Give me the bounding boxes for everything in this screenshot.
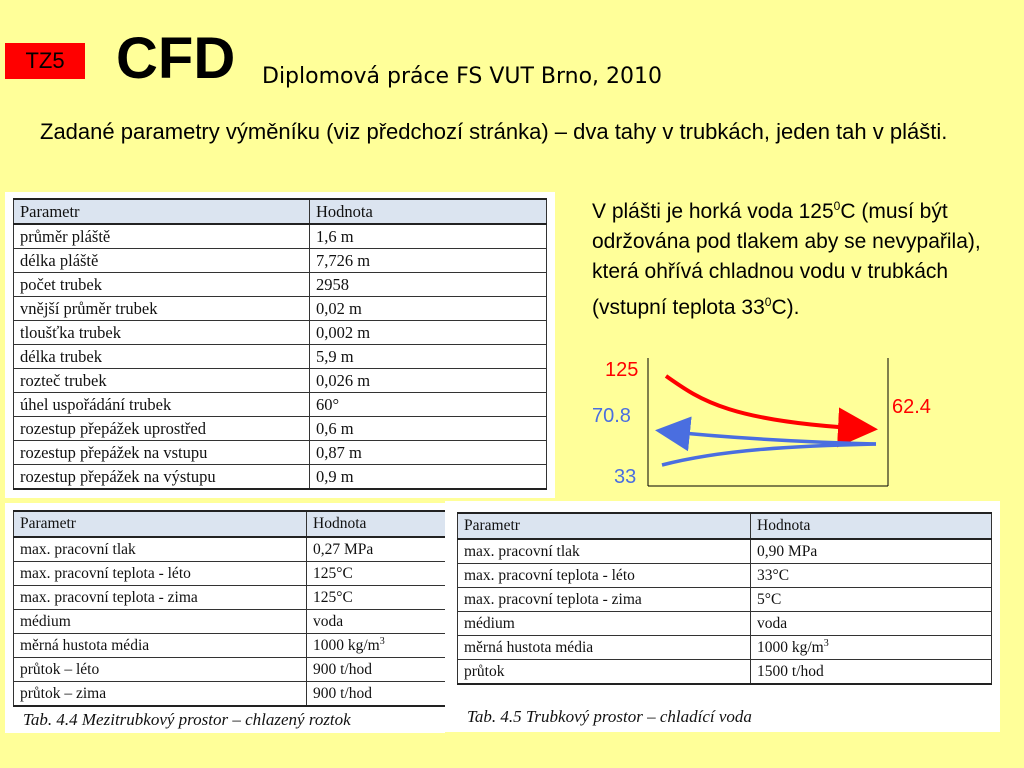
cell-value: 125°C [307,586,458,610]
cell-parameter: médium [14,610,307,634]
table-row [14,658,458,682]
cell-value: 125°C [307,562,458,586]
table-header-row [14,199,547,224]
cell-parameter: max. pracovní teplota - léto [14,562,307,586]
shell-table-caption: Tab. 4.4 Mezitrubkový prostor – chlazený roztok [23,710,351,729]
cell-parameter: délka pláště [14,249,310,273]
cell-parameter: max. pracovní tlak [14,537,307,562]
description-text: V plášti je horká voda $125^0C$ (musí být održována pod tlakem aby se nevypařila), která ohřívá chladnou vodu v trubkách (vstupní teplota $33^0C$). [592,199,981,319]
cell-parameter: rozestup přepážek na vstupu [14,441,310,465]
table-row [14,249,547,273]
cell-parameter: tloušťka trubek [14,321,310,345]
tube-table-panel [445,501,1000,732]
cell-value: 900 t/hod [307,658,458,682]
table-row [458,539,992,564]
cell-value: 0,02 m [310,297,547,321]
cell-value: 0,002 m [310,321,547,345]
cell-value: 2958 [310,273,547,297]
slide-tag: TZ5 [5,43,85,79]
column-header-parameter: Parametr [14,511,307,537]
slide-title: CFD [116,26,236,91]
table-row [14,562,458,586]
label-cold-out: 70.8 [592,405,631,427]
cell-parameter: rozestup přepážek na výstupu [14,465,310,490]
table-row [14,345,547,369]
cell-parameter: délka trubek [14,345,310,369]
table-row [458,660,992,685]
intro-text: Zadané parametry výměníku (viz předchozí stránka) – dva tahy v trubkách, jeden tah v plášti. [40,119,948,144]
cell-parameter: rozestup přepážek uprostřed [14,417,310,441]
column-header-parameter: Parametr [14,199,310,224]
cell-parameter: měrná hustota média [14,634,307,658]
cold-stream-outlet-line [662,431,876,444]
table-row [14,273,547,297]
shell-table-panel [5,503,445,733]
table-row [14,369,547,393]
table-header-row [458,513,992,539]
cold-stream-inlet-line [662,444,876,465]
table-row [14,537,458,562]
column-header-value: Hodnota [307,511,458,537]
cell-value: 33°C [751,564,992,588]
cell-parameter: měrná hustota média [458,636,751,660]
cell-parameter: max. pracovní teplota - zima [14,586,307,610]
geometry-table-panel [5,192,555,498]
cell-parameter: médium [458,612,751,636]
cell-parameter: úhel uspořádání trubek [14,393,310,417]
cell-parameter: vnější průměr trubek [14,297,310,321]
cell-value: 5,9 m [310,345,547,369]
table-row [14,441,547,465]
table-row [14,682,458,707]
geometry-table [13,198,547,490]
cell-value: 1,6 m [310,224,547,249]
shell-table [13,510,458,707]
label-hot-out: 62.4 [892,396,931,418]
cell-value: 900 t/hod [307,682,458,707]
cell-parameter: rozteč trubek [14,369,310,393]
cell-value: 5°C [751,588,992,612]
tube-table [457,512,992,685]
cell-value: 1500 t/hod [751,660,992,685]
cell-value: 0,87 m [310,441,547,465]
column-header-value: Hodnota [310,199,547,224]
cell-value: voda [751,612,992,636]
cell-parameter: průtok – zima [14,682,307,707]
cell-value: 1000 $kg/m^3$ [307,634,458,658]
cell-value: 0,90 MPa [751,539,992,564]
column-header-parameter: Parametr [458,513,751,539]
slide-subtitle: Diplomová práce FS VUT Brno, 2010 [262,64,663,89]
column-header-value: Hodnota [751,513,992,539]
table-row [14,610,458,634]
cell-value: 0,27 MPa [307,537,458,562]
table-row [458,588,992,612]
table-row [14,297,547,321]
table-header-row [14,511,458,537]
cell-value: 1000 $kg/m^3$ [751,636,992,660]
cell-parameter: průtok – léto [14,658,307,682]
diagram-plot [640,350,900,495]
cell-parameter: max. pracovní teplota - léto [458,564,751,588]
cell-value: 0,6 m [310,417,547,441]
cell-parameter: počet trubek [14,273,310,297]
cell-parameter: max. pracovní tlak [458,539,751,564]
tube-table-caption: Tab. 4.5 Trubkový prostor – chladící voda [467,707,752,726]
table-row [14,465,547,490]
cell-value: voda [307,610,458,634]
cell-value: 0,9 m [310,465,547,490]
cell-parameter: max. pracovní teplota - zima [458,588,751,612]
cell-value: 60° [310,393,547,417]
label-cold-in: 33 [614,466,637,488]
cell-parameter: průtok [458,660,751,685]
cell-value: 7,726 m [310,249,547,273]
table-row [14,634,458,658]
table-row [458,636,992,660]
table-row [458,564,992,588]
table-row [14,393,547,417]
cell-parameter: průměr pláště [14,224,310,249]
table-row [14,224,547,249]
label-hot-in: 125 [605,359,639,381]
table-row [458,612,992,636]
hot-stream-line [666,376,870,429]
table-row [14,586,458,610]
table-row [14,417,547,441]
cell-value: 0,026 m [310,369,547,393]
table-row [14,321,547,345]
